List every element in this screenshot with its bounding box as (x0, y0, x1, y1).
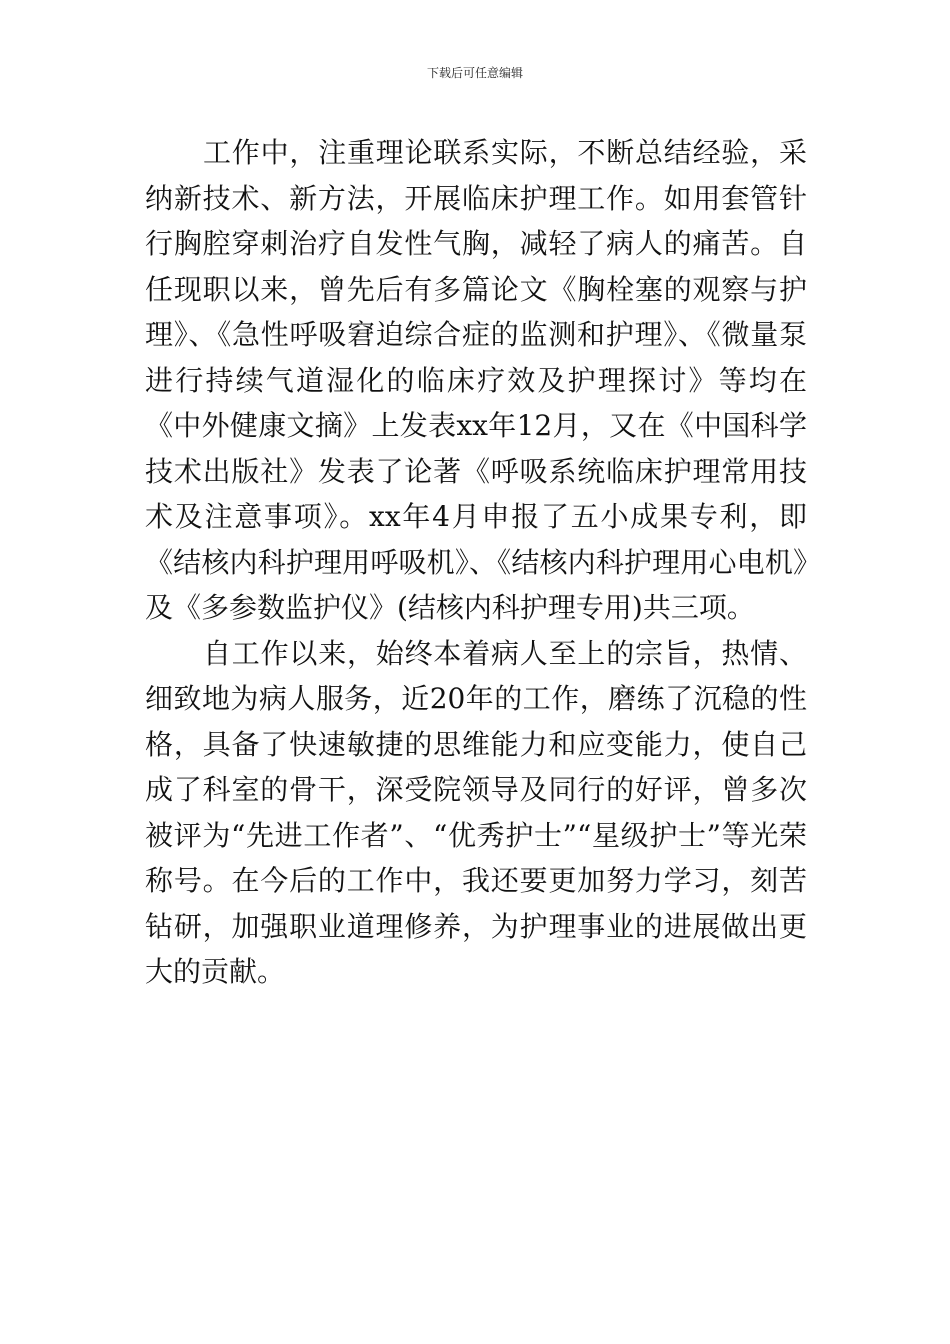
paragraph-2: 自工作以来，始终本着病人至上的宗旨，热情、细致地为病人服务，近20年的工作，磨练了沉稳的性格，具备了快速敏捷的思维能力和应变能力，使自己成了科室的骨干，深受院领导及同行的好评，曾多次被评为“先进工作者”、“优秀护士”“星级护士”等光荣称号。在今后的工作中，我还要更加努力学习，刻苦钻研，加强职业道理修养，为护理事业的进展做出更大的贡献。 (145, 636, 807, 988)
paragraph-1: 工作中，注重理论联系实际，不断总结经验，采纳新技术、新方法，开展临床护理工作。如用套管针行胸腔穿刺治疗自发性气胸，减轻了病人的痛苦。自任现职以来，曾先后有多篇论文《胸栓塞的观察与护理》、《急性呼吸窘迫综合症的监测和护理》、《微量泵进行持续气道湿化的临床疗效及护理探讨》等均在《中外健康文摘》上发表xx年12月，又在《中国科学技术出版社》发表了论著《呼吸系统临床护理常用技术及注意事项》。xx年4月申报了五小成果专利，即《结核内科护理用呼吸机》、《结核内科护理用心电机》及《多参数监护仪》(结核内科护理专用)共三项。 (145, 136, 807, 624)
page-header: 下载后可任意编辑 (426, 66, 523, 80)
document-body (145, 130, 807, 995)
